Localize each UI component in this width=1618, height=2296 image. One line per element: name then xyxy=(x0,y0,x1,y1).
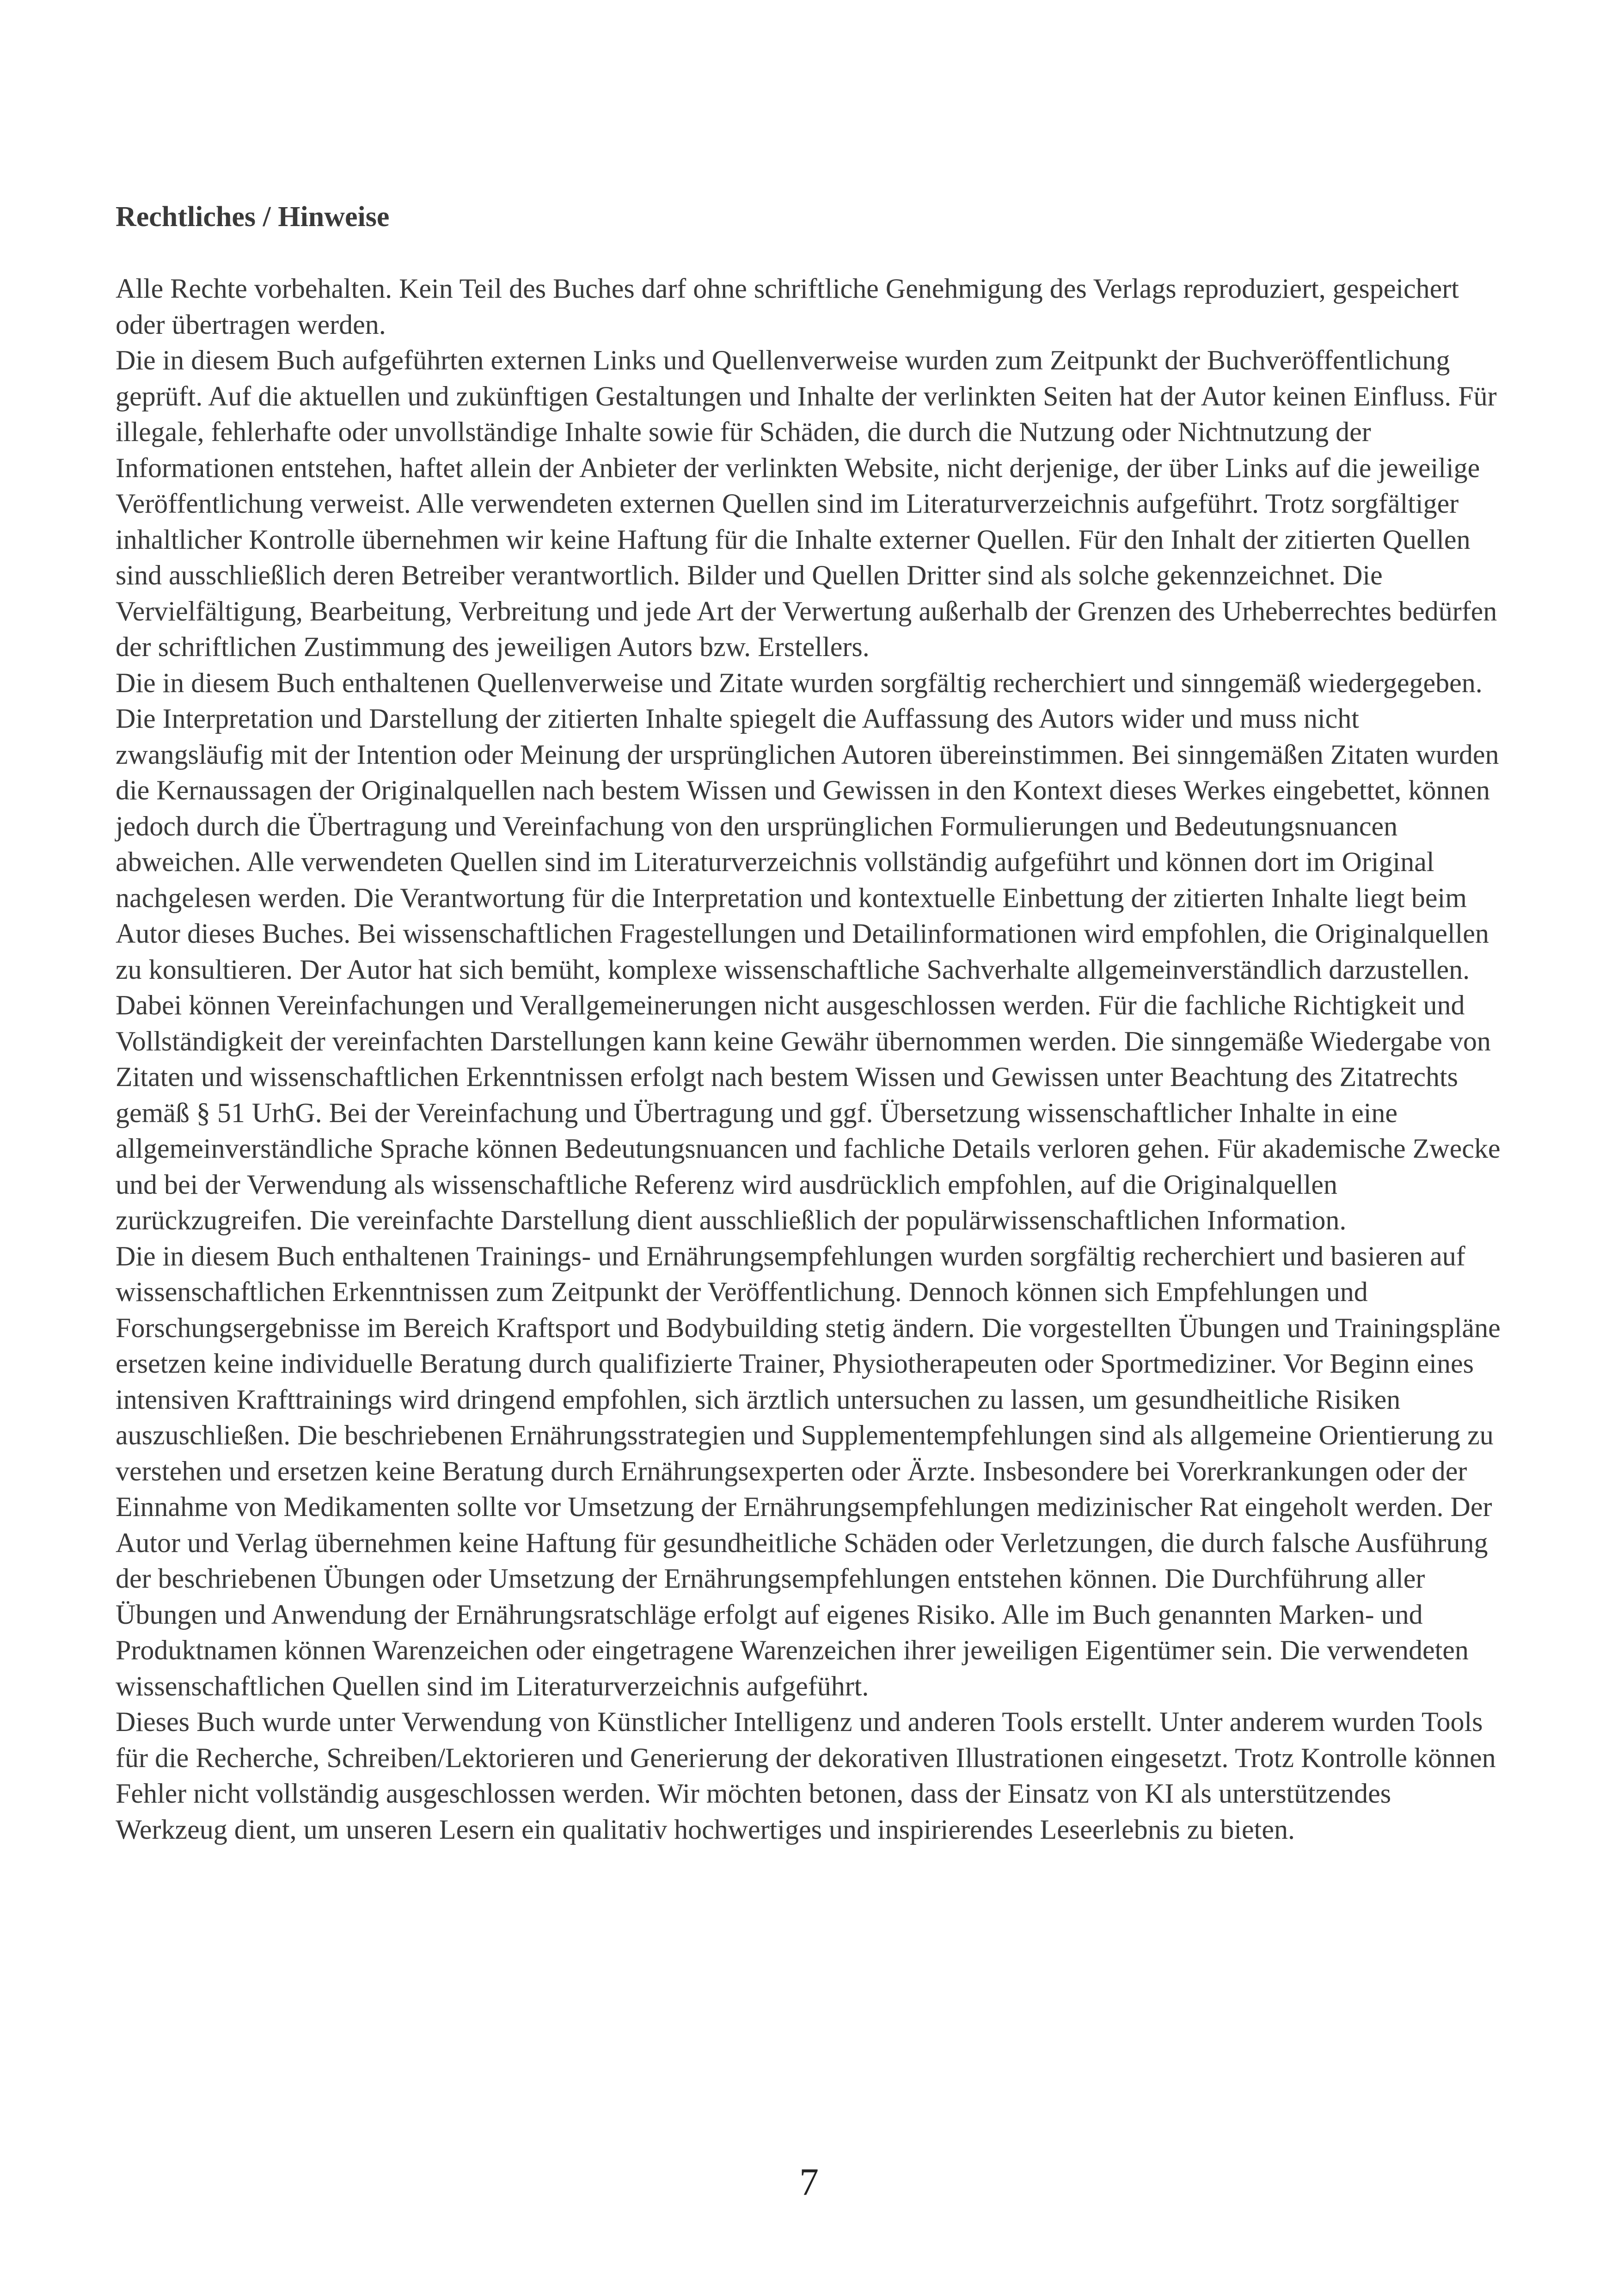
section-heading: Rechtliches / Hinweise xyxy=(116,201,390,233)
paragraph-citations: Die in diesem Buch enthaltenen Quellenverweise und Zitate wurden sorgfältig recherchiert und sinngemäß wiedergegeben. Die Interpretation und Darstellung der zitierten Inhalte spiegelt die Auffassung des Autors wider und muss nicht zwangsläufig mit der Intention oder Meinung der ursprünglichen Autoren übereinstimmen. Bei sinngemäßen Zitaten wurden die Kernaussagen der Originalquellen nach bestem Wissen und Gewissen in den Kontext dieses Werkes eingebettet, können jedoch durch die Übertragung und Vereinfachung von den ursprünglichen Formulierungen und Bedeutungsnuancen abweichen. Alle verwendeten Quellen sind im Literaturverzeichnis vollständig aufgeführt und können dort im Original nachgelesen werden. Die Verantwortung für die Interpretation und kontextuelle Einbettung der zitierten Inhalte liegt beim Autor dieses Buches. Bei wissenschaftlichen Fragestellungen und Detailinformationen wird empfohlen, die Originalquellen zu konsultieren. Der Autor hat sich bemüht, komplexe wissenschaftliche Sachverhalte allgemeinverständlich darzustellen. Dabei können Vereinfachungen und Verallgemeinerungen nicht ausgeschlossen werden. Für die fachliche Richtigkeit und Vollständigkeit der vereinfachten Darstellungen kann keine Gewähr übernommen werden. Die sinngemäße Wiedergabe von Zitaten und wissenschaftlichen Erkenntnissen erfolgt nach bestem Wissen und Gewissen unter Beachtung des Zitatrechts gemäß § 51 UrhG. Bei der Vereinfachung und Übertragung und ggf. Übersetzung wissenschaftlicher Inhalte in eine allgemeinverständliche Sprache können Bedeutungsnuancen und fachliche Details verloren gehen. Für akademische Zwecke und bei der Verwendung als wissenschaftliche Referenz wird ausdrücklich empfohlen, auf die Originalquellen zurückzugreifen. Die vereinfachte Darstellung dient ausschließlich der populärwissenschaftlichen Information. xyxy=(116,667,1501,1235)
paragraph-ai-notice: Dieses Buch wurde unter Verwendung von Künstlicher Intelligenz und anderen Tools erstellt. Unter anderem wurden Tools für die Recherche, Schreiben/Lektorieren und Generierung der dekorativen Illustrationen eingesetzt. Trotz Kontrolle können Fehler nicht vollständig ausgeschlossen werden. Wir möchten betonen, dass der Einsatz von KI als unterstützendes Werkzeug dient, um unseren Lesern ein qualitativ hochwertiges und inspirierendes Leseerlebnis zu bieten. xyxy=(116,1707,1496,1845)
paragraph-external-links: Die in diesem Buch aufgeführten externen Links und Quellenverweise wurden zum Zeitpunkt der Buchveröffentlichung geprüft. Auf die aktuellen und zukünftigen Gestaltungen und Inhalte der verlinkten Seiten hat der Autor keinen Einfluss. Für illegale, fehlerhafte oder unvollständige Inhalte sowie für Schäden, die durch die Nutzung oder Nichtnutzung der Informationen entstehen, haftet allein der Anbieter der verlinkten Website, nicht derjenige, der über Links auf die jeweilige Veröffentlichung verweist. Alle verwendeten externen Quellen sind im Literaturverzeichnis aufgeführt. Trotz sorgfältiger inhaltlicher Kontrolle übernehmen wir keine Haftung für die Inhalte externer Quellen. Für den Inhalt der zitierten Quellen sind ausschließlich deren Betreiber verantwortlich. Bilder und Quellen Dritter sind als solche gekennzeichnet. Die Vervielfältigung, Bearbeitung, Verbreitung und jede Art der Verwertung außerhalb der Grenzen des Urheberrechtes bedürfen der schriftlichen Zustimmung des jeweiligen Autors bzw. Erstellers. xyxy=(116,345,1497,662)
paragraph-rights: Alle Rechte vorbehalten. Kein Teil des Buches darf ohne schriftliche Genehmigung des Verlags reproduziert, gespeichert oder übertragen werden. xyxy=(116,273,1459,340)
document-page xyxy=(116,199,1502,1848)
paragraph-training-disclaimer: Die in diesem Buch enthaltenen Trainings- und Ernährungsempfehlungen wurden sorgfältig recherchiert und basieren auf wissenschaftlichen Erkenntnissen zum Zeitpunkt der Veröffentlichung. Dennoch können sich Empfehlungen und Forschungsergebnisse im Bereich Kraftsport und Bodybuilding stetig ändern. Die vorgestellten Übungen und Trainingspläne ersetzen keine individuelle Beratung durch qualifizierte Trainer, Physiotherapeuten oder Sportmediziner. Vor Beginn eines intensiven Krafttrainings wird dringend empfohlen, sich ärztlich untersuchen zu lassen, um gesundheitliche Risiken auszuschließen. Die beschriebenen Ernährungsstrategien und Supplementempfehlungen sind als allgemeine Orientierung zu verstehen und ersetzen keine Beratung durch Ernährungsexperten oder Ärzte. Insbesondere bei Vorerkrankungen oder der Einnahme von Medikamenten sollte vor Umsetzung der Ernährungsempfehlungen medizinischer Rat eingeholt werden. Der Autor und Verlag übernehmen keine Haftung für gesundheitliche Schäden oder Verletzungen, die durch falsche Ausführung der beschriebenen Übungen oder Umsetzung der Ernährungsempfehlungen entstehen können. Die Durchführung aller Übungen und Anwendung der Ernährungsratschläge erfolgt auf eigenes Risiko. Alle im Buch genannten Marken- und Produktnamen können Warenzeichen oder eingetragene Warenzeichen ihrer jeweiligen Eigentümer sein. Die verwendeten wissenschaftlichen Quellen sind im Literaturverzeichnis aufgeführt. xyxy=(116,1240,1501,1701)
page-number: 7 xyxy=(799,2161,819,2204)
